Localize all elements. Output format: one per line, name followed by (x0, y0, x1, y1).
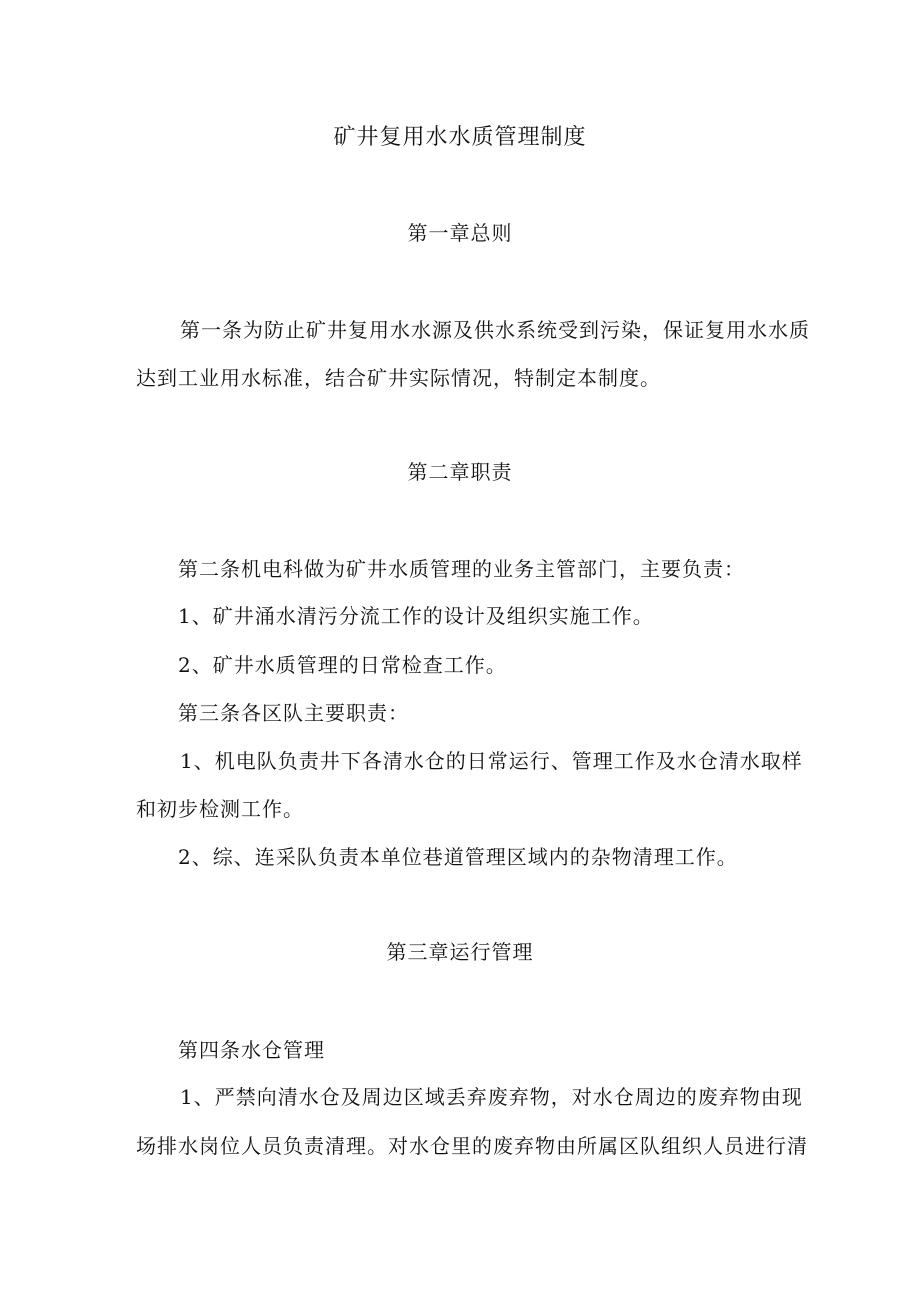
chapter-2-heading: 第二章职责 (407, 460, 513, 484)
article-2-item-1: 1、矿井涌水清污分流工作的设计及组织实施工作。 (178, 604, 654, 628)
article-3-item-2: 2、综、连采队负责本单位巷道管理区域内的杂物清理工作。 (178, 845, 738, 869)
chapter-3-heading: 第三章运行管理 (386, 940, 534, 964)
document-title: 矿井复用水水质管理制度 (333, 125, 587, 150)
article-3-text: 第三条各区队主要职责： (178, 701, 409, 725)
article-2-item-2: 2、矿井水质管理的日常检查工作。 (178, 653, 507, 677)
article-4-item-1-line-2: 场排水岗位人员负责清理。对水仓里的废弃物由所属区队组织人员进行清 (136, 1134, 808, 1158)
article-3-item-1-line-1: 1、机电队负责井下各清水仓的日常运行、管理工作及水仓清水取样 (180, 749, 803, 773)
article-4-text: 第四条水仓管理 (178, 1038, 325, 1062)
article-4-item-1-line-1: 1、严禁向清水仓及周边区域丢弃废弃物，对水仓周边的废弃物由现 (180, 1085, 803, 1109)
article-2-text: 第二条机电科做为矿井水质管理的业务主管部门，主要负责： (178, 557, 745, 581)
article-3-item-1-line-2: 和初步检测工作。 (136, 797, 304, 821)
article-1-line-1: 第一条为防止矿井复用水水源及供水系统受到污染，保证复用水水质 (180, 318, 810, 342)
chapter-1-heading: 第一章总则 (407, 221, 513, 245)
article-1-line-2: 达到工业用水标准，结合矿井实际情况，特制定本制度。 (136, 366, 661, 390)
